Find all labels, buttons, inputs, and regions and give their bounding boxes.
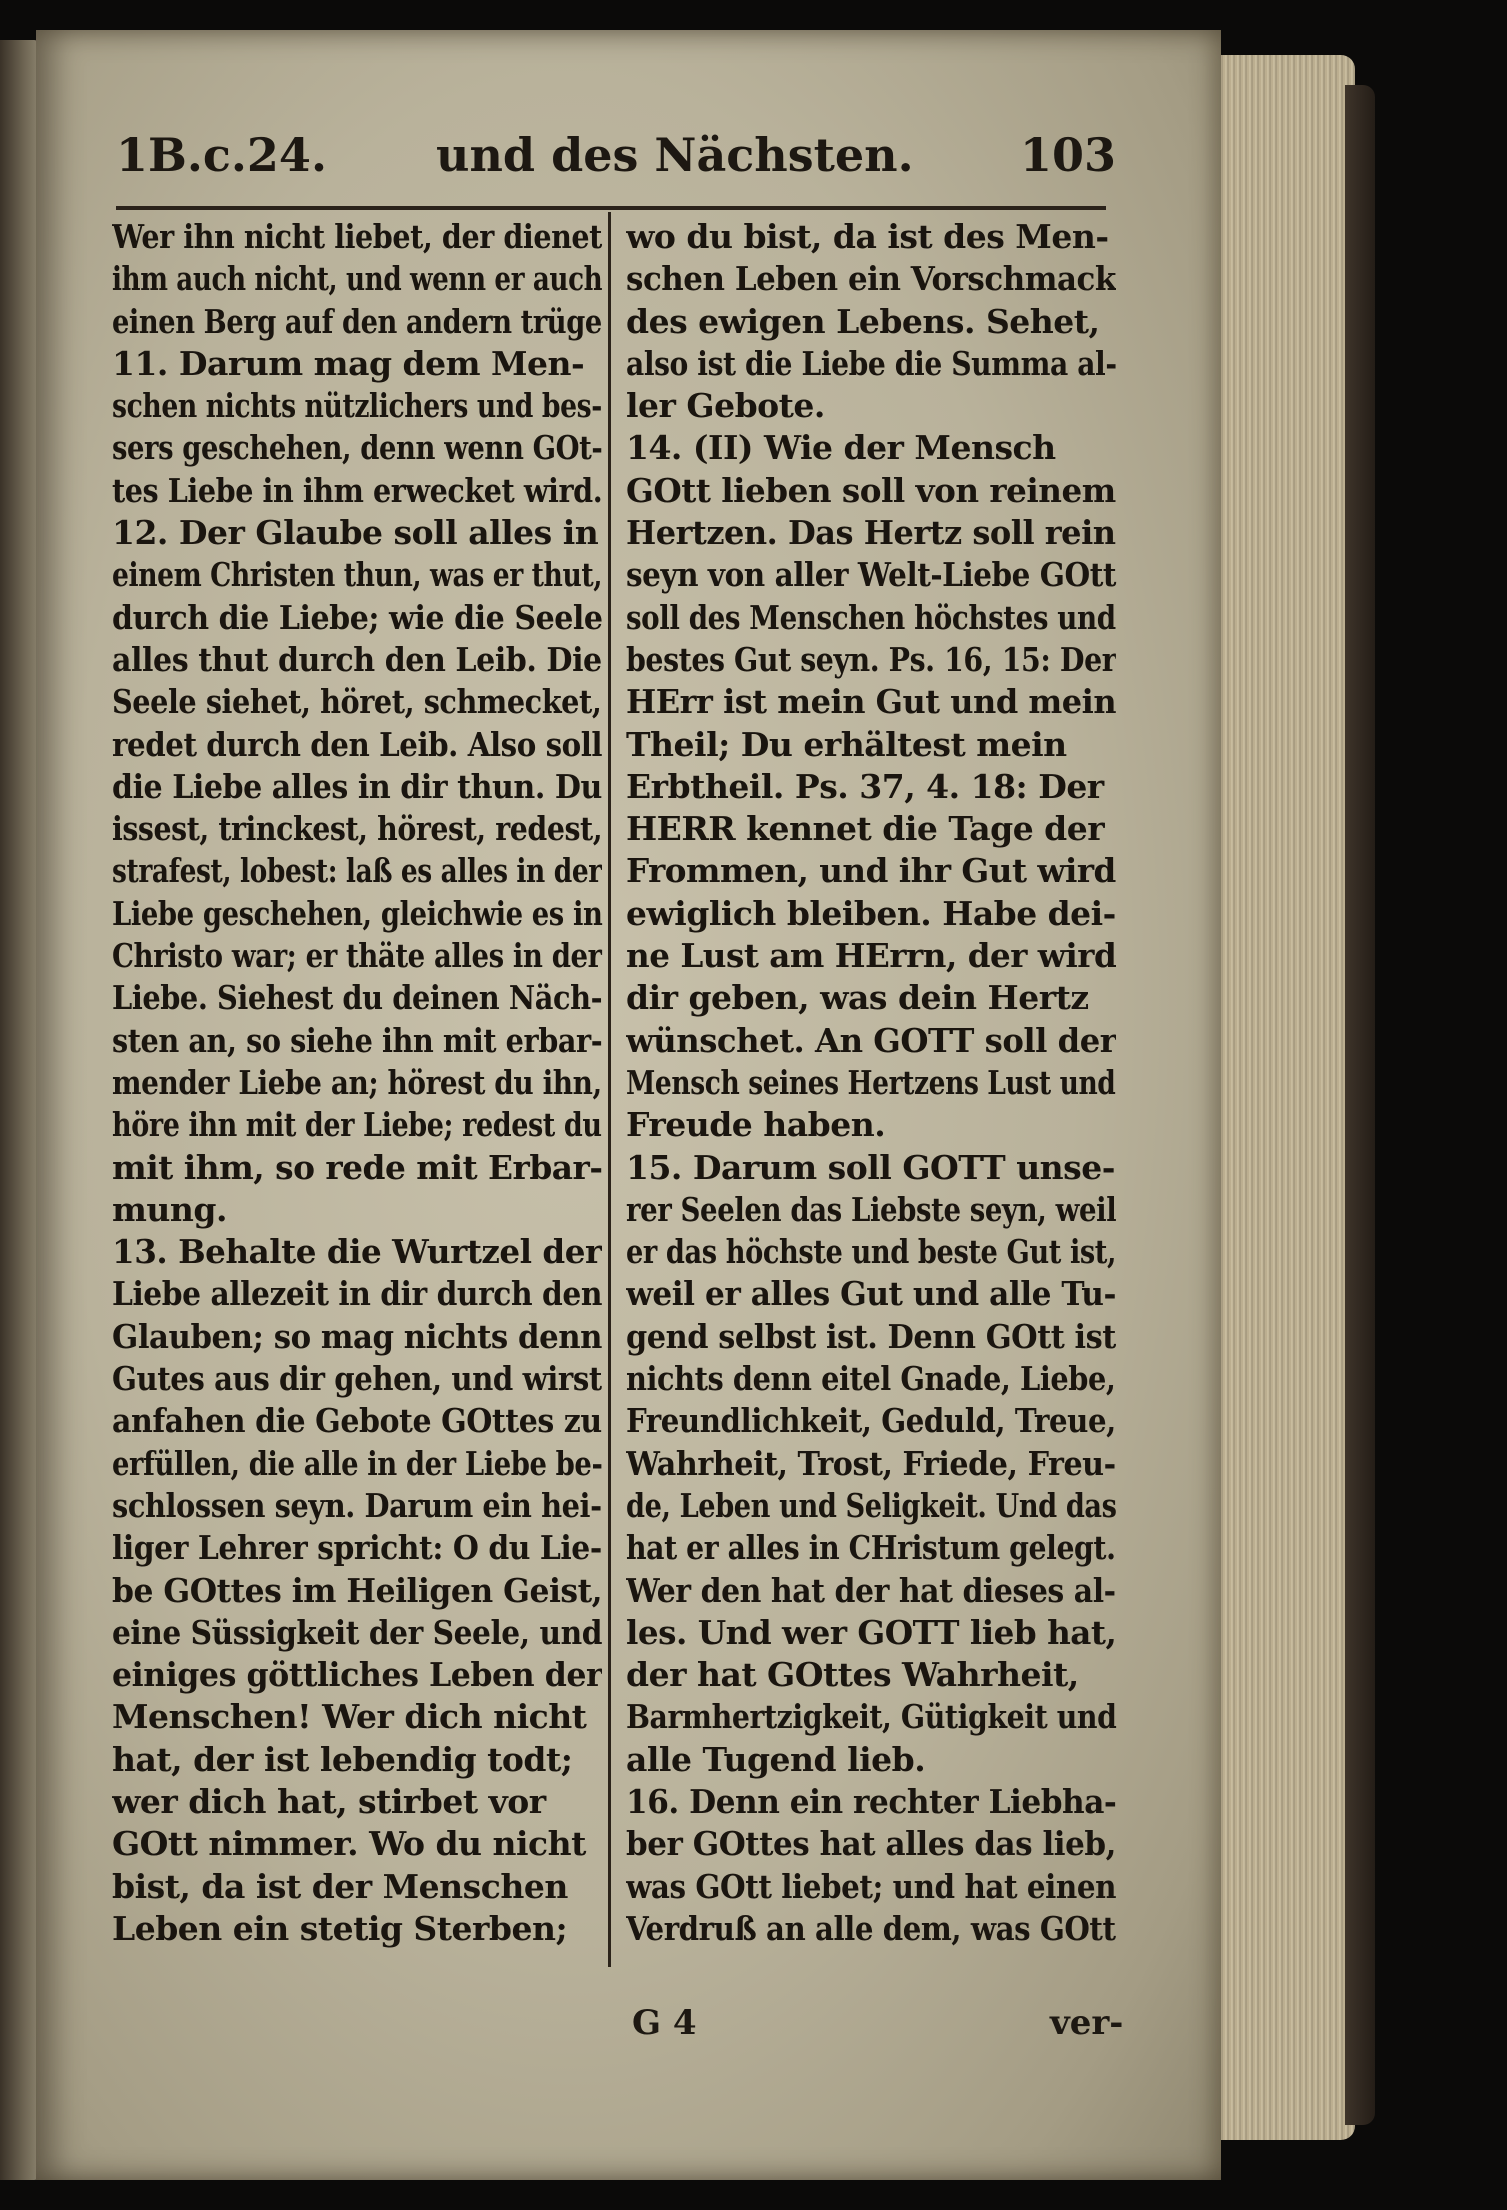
text-line: einiges göttliches Leben der [112,1655,603,1695]
text-line: rer Seelen das Liebste seyn, weil [626,1189,1116,1229]
text-line: hat, der ist lebendig todt; [112,1739,573,1779]
book-cover-edge [1345,85,1375,2125]
column-divider [608,212,611,1967]
text-line: Freundlichkeit, Geduld, Treue, [626,1401,1116,1441]
text-line: die Liebe alles in dir thun. Du [112,766,602,806]
text-line: 11. Darum mag dem Men- [112,343,585,383]
text-line: wünschet. An GOTT soll der [626,1020,1116,1060]
text-line: durch die Liebe; wie die Seele [112,597,603,637]
text-line: Wer ihn nicht liebet, der dienet [112,217,602,256]
text-line: redet durch den Leib. Also soll [112,724,603,764]
text-line: Wer den hat der hat dieses al- [626,1570,1116,1610]
catchword: ver- [1050,2003,1124,2043]
text-line: dir geben, was dein Hertz [626,978,1089,1018]
left-text-column [112,216,602,1950]
text-line: was GOtt liebet; und hat einen [626,1866,1117,1906]
page-number: 103 [1019,128,1116,182]
text-line: Liebe allezeit in dir durch den [112,1274,603,1314]
text-line: hat er alles in CHristum gelegt. [626,1528,1116,1568]
text-line: ber GOttes hat alles das lieb, [626,1824,1116,1864]
text-line: schen nichts nützlichers und bes- [112,386,602,426]
text-line: Hertzen. Das Hertz soll rein [626,513,1116,553]
text-line: Freude haben. [626,1105,886,1145]
text-line: ne Lust am HErrn, der wird [626,936,1117,976]
text-line: schen Leben ein Vorschmack [626,259,1116,299]
text-line: alles thut durch den Leib. Die [112,639,602,679]
text-line: Menschen! Wer dich nicht [112,1697,587,1737]
text-line: HErr ist mein Gut und mein [626,682,1116,722]
text-line: les. Und wer GOTT lieb hat, [626,1612,1117,1652]
text-line: ihm auch nicht, und wenn er auch [112,259,602,299]
text-line: höre ihn mit der Liebe; redest du [112,1105,602,1145]
text-line: gend selbst ist. Denn GOtt ist [626,1316,1116,1356]
text-line: weil er alles Gut und alle Tu- [626,1274,1116,1314]
text-line: tes Liebe in ihm erwecket wird. [112,470,602,510]
text-line: ler Gebote. [626,386,825,426]
text-line: mit ihm, so rede mit Erbar- [112,1147,603,1187]
page-block-edges [1200,55,1355,2140]
text-line: GOtt lieben soll von reinem [626,470,1116,510]
text-line: strafest, lobest: laß es alles in der [112,851,602,891]
text-line: Wahrheit, Trost, Friede, Freu- [626,1443,1116,1483]
text-line: ewiglich bleiben. Habe dei- [626,893,1116,933]
text-line: mung. [112,1189,227,1229]
text-line: sers geschehen, denn wenn GOt- [112,428,603,468]
text-line: be GOttes im Heiligen Geist, [112,1570,602,1610]
text-line: 13. Behalte die Wurtzel der [112,1232,602,1272]
text-line: sten an, so siehe ihn mit erbar- [112,1020,602,1060]
text-line: Leben ein stetig Sterben; [112,1908,568,1948]
text-line: issest, trinckest, hörest, redest, [112,809,602,849]
text-line: Theil; Du erhältest mein [626,724,1067,764]
text-line: mender Liebe an; hörest du ihn, [112,1062,602,1102]
text-line: anfahen die Gebote GOttes zu [112,1401,602,1441]
text-line: Christo war; er thäte alles in der [112,936,602,976]
running-header [116,128,1116,198]
text-line: soll des Menschen höchstes und [626,597,1116,637]
text-line: Gutes aus dir gehen, und wirst [112,1359,602,1399]
text-line: also ist die Liebe die Summa al- [626,343,1117,383]
text-line: Erbtheil. Ps. 37, 4. 18: Der [626,766,1104,806]
text-line: alle Tugend lieb. [626,1739,926,1779]
text-line: er das höchste und beste Gut ist, [626,1232,1117,1272]
header-title: und des Nächsten. [436,128,914,182]
text-line: einen Berg auf den andern trüge [112,301,602,341]
text-line: Liebe geschehen, gleichwie es in [112,893,603,933]
text-line: wo du bist, da ist des Men- [626,217,1109,256]
header-rule [116,206,1106,210]
text-line: schlossen seyn. Darum ein hei- [112,1485,602,1525]
text-line: Seele siehet, höret, schmecket, [112,682,602,722]
text-line: GOtt nimmer. Wo du nicht [112,1824,586,1864]
text-line: liger Lehrer spricht: O du Lie- [112,1528,602,1568]
text-line: wer dich hat, stirbet vor [112,1781,546,1821]
text-line: nichts denn eitel Gnade, Liebe, [626,1359,1116,1399]
text-line: eine Süssigkeit der Seele, und [112,1612,602,1652]
text-line: der hat GOttes Wahrheit, [626,1655,1079,1695]
text-line: des ewigen Lebens. Sehet, [626,301,1100,341]
header-chapter-ref: 1B.c.24. [116,128,327,182]
text-line: seyn von aller Welt-Liebe GOtt [626,555,1117,595]
text-line: Barmhertzigkeit, Gütigkeit und [626,1697,1117,1737]
text-line: einem Christen thun, was er thut, [112,555,603,595]
text-line: 16. Denn ein rechter Liebha- [626,1781,1116,1821]
text-line: 12. Der Glaube soll alles in [112,513,599,553]
text-line: erfüllen, die alle in der Liebe be- [112,1443,603,1483]
text-line: 14. (II) Wie der Mensch [626,428,1056,468]
facing-page-edge [0,40,40,2180]
text-line: bist, da ist der Menschen [112,1866,568,1906]
right-text-column [626,216,1116,1950]
text-line: bestes Gut seyn. Ps. 16, 15: Der [626,639,1116,679]
text-line: Verdruß an alle dem, was GOtt [626,1908,1116,1948]
signature-mark: G 4 [632,2003,697,2043]
text-line: Glauben; so mag nichts denn [112,1316,602,1356]
text-line: Liebe. Siehest du deinen Näch- [112,978,602,1018]
text-line: Mensch seines Hertzens Lust und [626,1062,1116,1102]
text-line: HERR kennet die Tage der [626,809,1105,849]
text-line: de, Leben und Seligkeit. Und das [626,1485,1117,1525]
text-line: 15. Darum soll GOTT unse- [626,1147,1115,1187]
text-line: Frommen, und ihr Gut wird [626,851,1116,891]
